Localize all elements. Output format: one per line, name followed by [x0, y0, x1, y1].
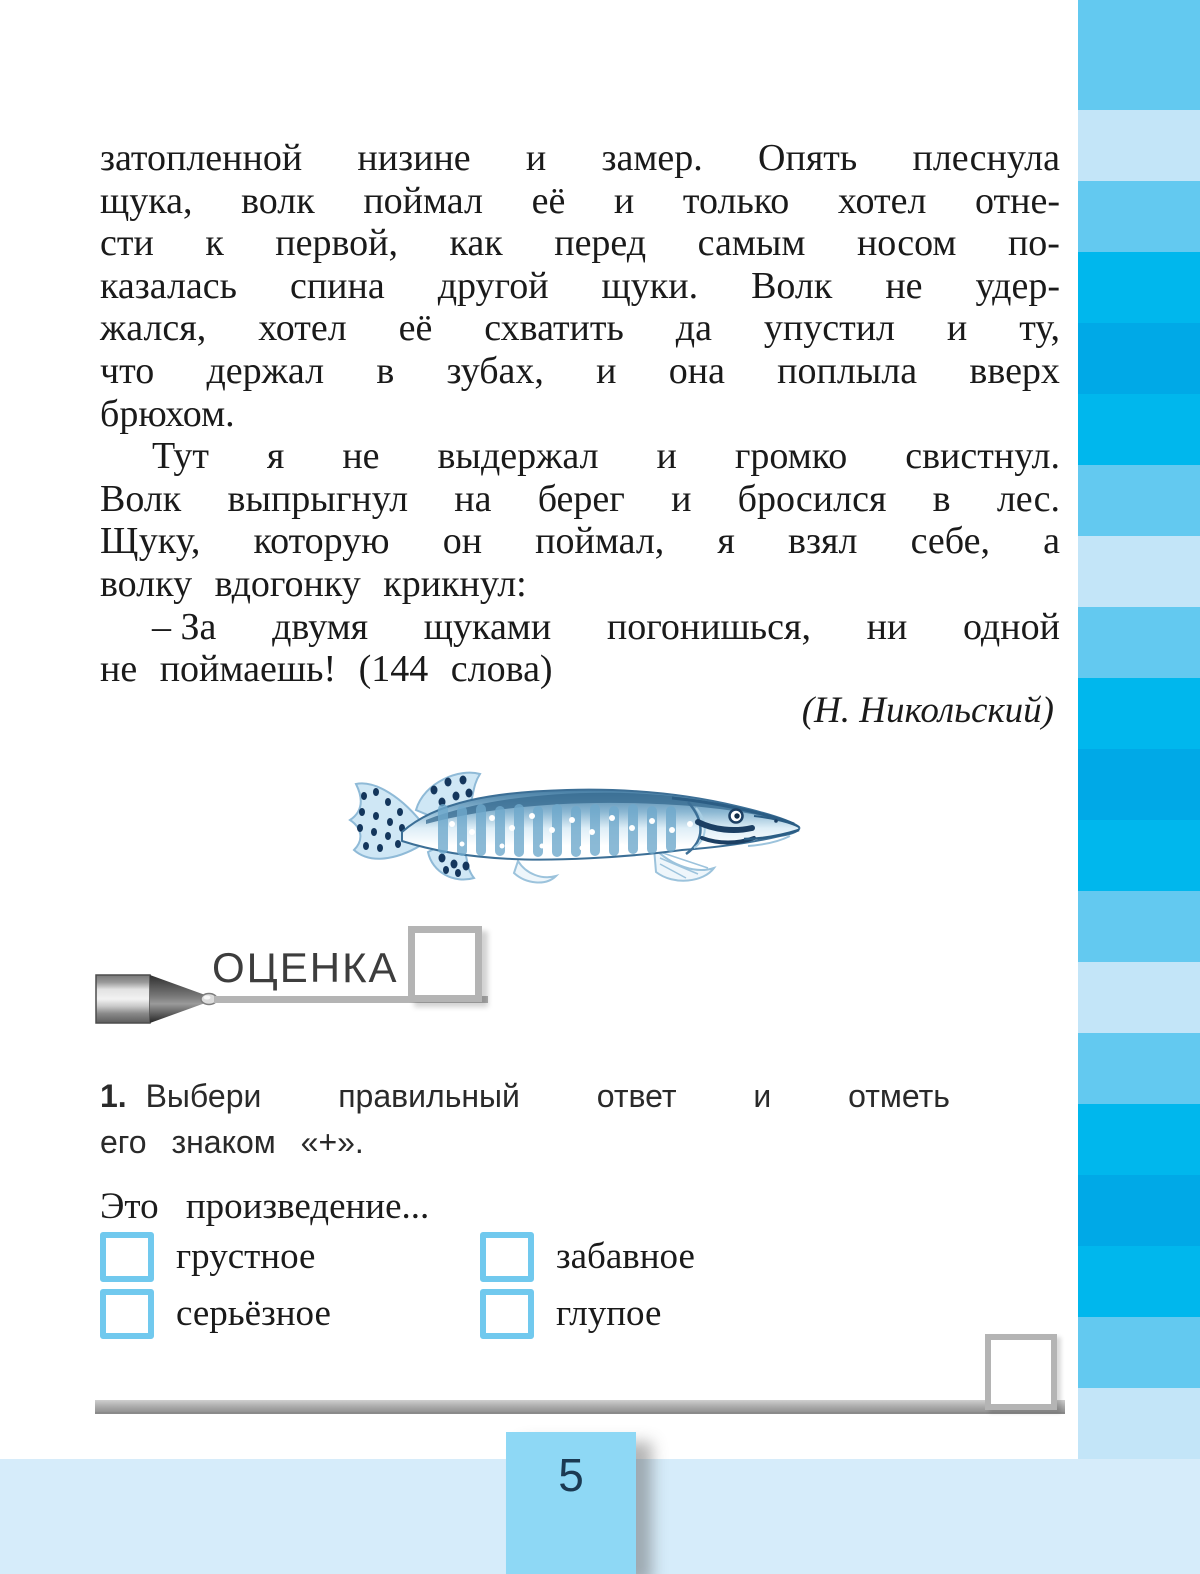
word: я	[266, 435, 285, 478]
word: щуки.	[601, 264, 699, 307]
word: свистнул.	[905, 435, 1060, 478]
word: в	[932, 477, 951, 520]
word: носом	[856, 222, 957, 265]
sidebar-stripe	[1078, 1388, 1200, 1459]
text-line	[100, 137, 1060, 180]
word: Щуку,	[100, 520, 201, 563]
pencil-icon	[95, 972, 220, 1026]
word: сти	[100, 222, 154, 265]
word: она	[668, 349, 725, 392]
word: низине	[357, 137, 471, 179]
sidebar-stripe	[1078, 394, 1200, 465]
word: ответ	[596, 1078, 677, 1114]
word: к	[205, 222, 224, 265]
word: плеснула	[912, 137, 1060, 179]
sidebar-stripe	[1078, 465, 1200, 536]
word: по-	[1007, 222, 1060, 265]
text-line	[152, 435, 1060, 478]
word: в	[376, 349, 395, 392]
option-label: забавное	[556, 1236, 695, 1277]
word: да	[675, 307, 712, 350]
word: на	[454, 477, 492, 520]
question-first-chunk: 1. Выбери	[100, 1078, 262, 1114]
word: двумя	[272, 605, 369, 648]
answer-option	[480, 1285, 695, 1342]
word: лес.	[996, 477, 1060, 520]
author-attribution: (Н. Никольский)	[801, 690, 1054, 731]
text-line	[100, 222, 1060, 265]
word: самым	[697, 222, 806, 265]
text-line	[152, 606, 1060, 649]
question-text-line2: его знаком «+».	[100, 1124, 364, 1160]
word: вверх	[969, 349, 1060, 392]
word: громко	[734, 435, 848, 478]
word: ту,	[1019, 307, 1060, 350]
option-label: серьёзное	[176, 1293, 331, 1334]
word: выпрыгнул	[227, 477, 409, 520]
word: щуками	[423, 605, 552, 648]
word: зубах,	[446, 349, 544, 392]
sidebar-stripe	[1078, 891, 1200, 962]
word: волк	[241, 179, 315, 222]
word: другой	[437, 264, 549, 307]
word: и	[525, 137, 547, 179]
text-line	[100, 307, 1060, 350]
option-checkbox[interactable]	[100, 1289, 154, 1339]
word: её	[531, 179, 566, 222]
word: хотел	[837, 179, 927, 222]
word: я	[717, 520, 735, 563]
text-line: брюхом.	[100, 392, 235, 435]
text-line	[100, 478, 1060, 521]
word: и	[946, 307, 968, 350]
word: и	[671, 477, 692, 520]
option-label: глупое	[556, 1293, 662, 1334]
answer-input-box[interactable]	[985, 1334, 1057, 1410]
answer-option	[480, 1228, 695, 1285]
word: ни	[866, 605, 908, 648]
sidebar-stripe	[1078, 1033, 1200, 1104]
sidebar-stripe	[1078, 1317, 1200, 1388]
word: Тут	[152, 435, 209, 478]
word: замер.	[601, 137, 703, 179]
option-checkbox[interactable]	[480, 1289, 534, 1339]
sidebar-stripe	[1078, 536, 1200, 607]
word: и	[596, 349, 617, 392]
word: схватить	[484, 307, 624, 350]
word: а	[1043, 520, 1060, 563]
question-number: 1.	[100, 1078, 127, 1114]
word: погонишься,	[606, 605, 811, 648]
page-number-tab	[506, 1432, 636, 1574]
text-line	[100, 350, 1060, 393]
option-label: грустное	[176, 1236, 316, 1277]
sidebar-stripe	[1078, 607, 1200, 678]
page-number: 5	[558, 1449, 584, 1501]
text-line	[100, 520, 1060, 563]
answer-option	[100, 1228, 480, 1285]
reading-passage	[100, 137, 1060, 691]
word: удер-	[975, 264, 1060, 307]
word: которую	[253, 520, 390, 563]
word: он	[442, 520, 483, 563]
word: её	[398, 307, 433, 350]
decorative-stripe-sidebar	[1078, 0, 1200, 1459]
word: выдержал	[437, 435, 599, 478]
word: упустил	[763, 307, 895, 350]
word: – За	[152, 605, 217, 648]
word: поймал,	[535, 520, 665, 563]
answer-option	[100, 1285, 480, 1342]
score-label: ОЦЕНКА	[212, 944, 399, 991]
text-line	[100, 265, 1060, 308]
word: что	[100, 349, 155, 392]
word: и	[613, 179, 635, 222]
word: щука,	[100, 179, 193, 222]
word: первой,	[275, 222, 399, 265]
word: бросился	[737, 477, 887, 520]
option-checkbox[interactable]	[100, 1232, 154, 1282]
sidebar-stripe	[1078, 749, 1200, 820]
text-line: волку вдогонку крикнул:	[100, 562, 527, 605]
sidebar-stripe	[1078, 1246, 1200, 1317]
word: себе,	[910, 520, 990, 563]
word: Опять	[758, 137, 858, 179]
word: затопленной	[100, 137, 303, 179]
pike-fish-illustration	[342, 766, 802, 890]
word: перед	[554, 222, 647, 265]
word: поплыла	[777, 349, 918, 392]
score-input-box[interactable]	[408, 926, 482, 1002]
sidebar-stripe	[1078, 181, 1200, 252]
word: и	[753, 1078, 772, 1114]
sidebar-stripe	[1078, 820, 1200, 891]
question-prompt: Это произведение...	[100, 1186, 430, 1227]
sidebar-stripe	[1078, 323, 1200, 394]
option-checkbox[interactable]	[480, 1232, 534, 1282]
word: Волк	[100, 477, 182, 520]
word: не	[342, 435, 380, 478]
text-line	[100, 180, 1060, 223]
word: жался,	[100, 307, 207, 350]
word: одной	[963, 605, 1060, 648]
word: взял	[788, 520, 858, 563]
sidebar-stripe	[1078, 1175, 1200, 1246]
word: спина	[289, 264, 385, 307]
sidebar-stripe	[1078, 252, 1200, 323]
word: поймал	[363, 179, 483, 222]
word: берег	[537, 477, 625, 520]
word: Волк	[751, 264, 833, 307]
question-text-line1	[100, 1078, 950, 1115]
word: казалась	[100, 264, 237, 307]
text-line: не поймаешь! (144 слова)	[100, 648, 553, 691]
word: отметь	[848, 1078, 950, 1114]
word: правильный	[338, 1078, 520, 1114]
sidebar-stripe	[1078, 0, 1200, 110]
word: хотел	[258, 307, 347, 350]
word: как	[449, 222, 503, 265]
question-section	[100, 1078, 1000, 1228]
sidebar-stripe	[1078, 678, 1200, 749]
word: держал	[206, 349, 325, 392]
sidebar-stripe	[1078, 1104, 1200, 1175]
author-attribution-row	[100, 690, 1060, 733]
ruler-bar	[95, 1400, 1065, 1414]
word: и	[656, 435, 677, 478]
sidebar-stripe	[1078, 962, 1200, 1033]
word: только	[682, 179, 790, 222]
answer-options	[100, 1228, 695, 1342]
word: не	[885, 264, 923, 307]
sidebar-stripe	[1078, 110, 1200, 181]
word: отне-	[975, 179, 1060, 222]
